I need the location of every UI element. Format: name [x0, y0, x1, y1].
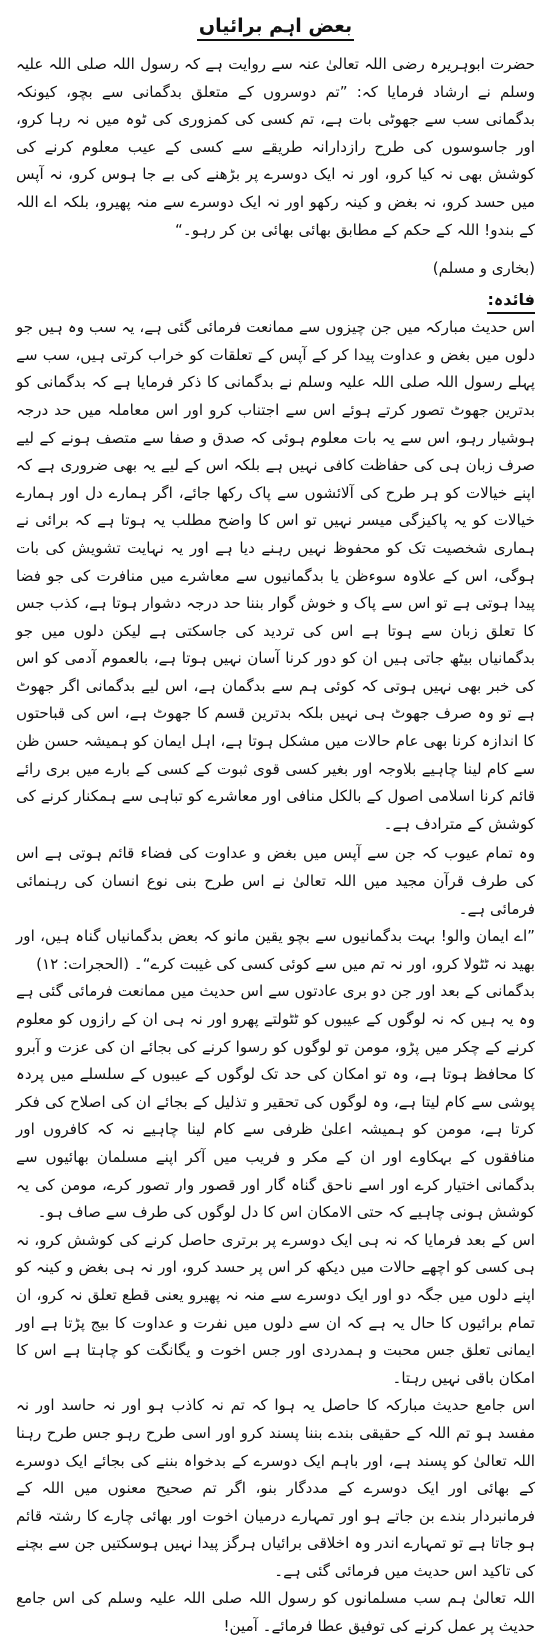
- article-title: بعض اہم برائیاں: [197, 14, 354, 41]
- body-paragraph: وہ تمام عیوب کہ جن سے آپس میں بغض و عداوت کی فضاء قائم ہوتی ہے اس کی طرف قرآن مجید میں اللہ تعالیٰ نے اس طرح بنی نوع انسان کی رہنمائی فرمائی ہے۔: [16, 844, 535, 918]
- body-paragraph: اس حدیث مبارکہ میں جن چیزوں سے ممانعت فرمائی گئی ہے، یہ سب وہ ہیں جو دلوں میں بغض و عداوت پیدا کر کے آپس کے تعلقات کو خراب کرتی ہیں، سب سے پہلے رسول اللہ صلی اللہ علیہ وسلم نے بدگمانی کا ذکر فرمایا ہے کہ بدگمانی کو بدترین جھوٹ تصور کرتے ہوئے اس سے اجتناب کرو اور اس معاملہ میں حد درجہ ہوشیار رہو، اس سے یہ بات معلوم ہوئی کہ صدق و صفا سے متصف ہونے کے لیے صرف زبان ہی کی حفاظت کافی نہیں ہے بلکہ اس کے لیے یہ بھی ضروری ہے کہ اپنے خیالات کو ہر طرح کی آلائشوں سے پاک رکھا جائے، اگر ہمارے دل اور ہمارے خیالات کو یہ پاکیزگی میسر نہیں تو اس کا واضح مطلب یہ ہوتا ہے کہ برائی نے ہماری شخصیت تک کو محفوظ نہیں رہنے دیا ہے اور یہ نہایت تشویش کی بات ہوگی، اس کے علاوہ سوءظن یا بدگمانیوں سے معاشرے میں منافرت کی جو فضا پیدا ہوتی ہے تو اس سے پاک و خوش گوار بننا حد درجہ دشوار ہوتا ہے، کذب جس کا تعلق زبان سے ہوتا ہے اس کی تردید کی جاسکتی ہے لیکن دلوں میں جو بدگمانیاں بیٹھ جاتی ہیں ان کو دور کرنا آسان نہیں ہوتا ہے، بالعموم آدمی کو اس کی خبر بھی نہیں ہوتی کہ کوئی ہم سے بدگمان ہے، اس لیے بدگمانی اگر جھوٹ ہے تو وہ صرف جھوٹ ہی نہیں بلکہ بدترین قسم کا جھوٹ ہے، اس کی قباحتوں کا اندازہ کرنا بھی عام حالات میں مشکل ہوتا ہے، اہل ایمان کو ہمیشہ حسن ظن سے کام لینا چاہیے بلاوجہ اور بغیر کسی قوی ثبوت کے کسی کے بارے میں بری رائے قائم کرنا اسلامی اصول کے بالکل منافی اور معاشرے کو تباہی سے ہمکنار کرنے کی کوشش کے مترادف ہے۔: [16, 318, 535, 833]
- citation: (بخاری و مسلم): [432, 259, 535, 278]
- body-paragraph: بدگمانی کے بعد اور جن دو بری عادتوں سے اس حدیث میں ممانعت فرمائی گئی ہے وہ یہ ہیں کہ نہ لوگوں کے عیبوں کو ٹٹولتے پھرو اور نہ ہی ان کے رازوں کو معلوم کرنے کے چکر میں پڑو، مومن تو لوگوں کو رسوا کرنے کی بجائے ان کی عزت و آبرو کا محافظ ہوتا ہے، وہ تو امکان کی حد تک لوگوں کے عیبوں کے سلسلے میں پردہ پوشی سے کام لیتا ہے، وہ لوگوں کی تحقیر و تذلیل کے بجائے ان کی اصلاح کی فکر کرتا ہے، مومن کو ہمیشہ اعلیٰ ظرفی سے کام لینا چاہیے نہ کہ کافروں اور منافقوں کے بہکاوے اور ان کے مکر و فریب میں آکر اپنے مسلمان بھائیوں سے بدگمانی اختیار کرے اور اسے ناحق گناہ گار اور قصور وار تصور کرے، مومن کی یہ کوشش ہونی چاہیے کہ حتی الامکان اس کا دل لوگوں کی طرف سے صاف ہو۔: [16, 982, 535, 1222]
- body-paragraph: اس جامع حدیث مبارکہ کا حاصل یہ ہوا کہ تم نہ کاذب ہو اور نہ حاسد اور نہ مفسد ہو تم اللہ کے حقیقی بندے بننا پسند کرو اور اسی طرح رہو جس طرح رہنا اللہ تعالیٰ کو پسند ہے، اور باہم ایک دوسرے کے بدخواہ بننے کی بجائے ایک دوسرے کے بھائی اور ایک دوسرے کے مددگار بنو، اگر تم صحیح معنوں میں اللہ کے فرمانبردار بندے بن جاتے ہو اور تمہارے درمیان اخوت اور بھائی چارے کا رشتہ قائم ہو جاتا ہے تو تمہارے اندر وہ اخلاقی برائیاں ہرگز پیدا نہیں ہوسکتیں جن سے بچنے کی تاکید اس حدیث میں فرمائی گئی ہے۔: [16, 1396, 535, 1580]
- title-wrap: [16, 14, 535, 41]
- fayda-heading: فائدہ:: [487, 288, 535, 314]
- fayda-heading-wrap: [16, 288, 535, 314]
- hadith-text: حضرت ابوہریرہ رضی اللہ تعالیٰ عنہ سے روایت ہے کہ رسول اللہ صلی اللہ علیہ وسلم نے ارشاد فرمایا کہ: ”تم دوسروں کے متعلق بدگمانی سے بچو، کیونکہ بدگمانی سب سے جھوٹی بات ہے، تم کسی کی کمزوری کی ٹوہ میں نہ رہا کرو، اور جاسوسوں کی طرح رازدارانہ طریقے سے کسی کے عیب معلوم کرنے کی کوشش بھی نہ کیا کرو، اور نہ ایک دوسرے پر بڑھنے کی بے جا ہوس کرو، نہ آپس میں حسد کرو، نہ بغض و کینہ رکھو اور نہ ایک دوسرے سے منہ پھیرو، بلکہ اے اللہ کے بندو! اللہ کے حکم کے مطابق بھائی بھائی بن کر رہو۔“: [16, 55, 535, 239]
- closing-dua: اللہ تعالیٰ ہم سب مسلمانوں کو رسول اللہ صلی اللہ علیہ وسلم کی اس جامع حدیث پر عمل کرنے کی توفیق عطا فرمائے۔ آمین!: [16, 1589, 535, 1636]
- quran-quote: ”اے ایمان والو! بہت بدگمانیوں سے بچو یقین مانو کہ بعض بدگمانیاں گناہ ہیں، اور بھید نہ ٹٹولا کرو، اور نہ تم میں سے کوئی کسی کی غیبت کرے“۔ (الحجرات: ۱۲): [16, 927, 535, 973]
- body-paragraph: اس کے بعد فرمایا کہ نہ ہی ایک دوسرے پر برتری حاصل کرنے کی کوشش کرو، نہ ہی کسی کو اچھے حالات میں دیکھ کر اس پر حسد کرو، اور نہ ہی بغض و کینہ کو اپنے دلوں میں جگہ دو اور ایک دوسرے سے منہ نہ پھیرو یعنی قطع تعلق نہ کرو، ان تمام برائیوں کا حال یہ ہے کہ ان سے دلوں میں نفرت و عداوت کا بیج پڑتا ہے اور ایمانی تعلق جس محبت و ہمدردی اور جس اخوت و یگانگت کو چاہتا ہے اس کا امکان باقی نہیں رہتا۔: [16, 1230, 535, 1387]
